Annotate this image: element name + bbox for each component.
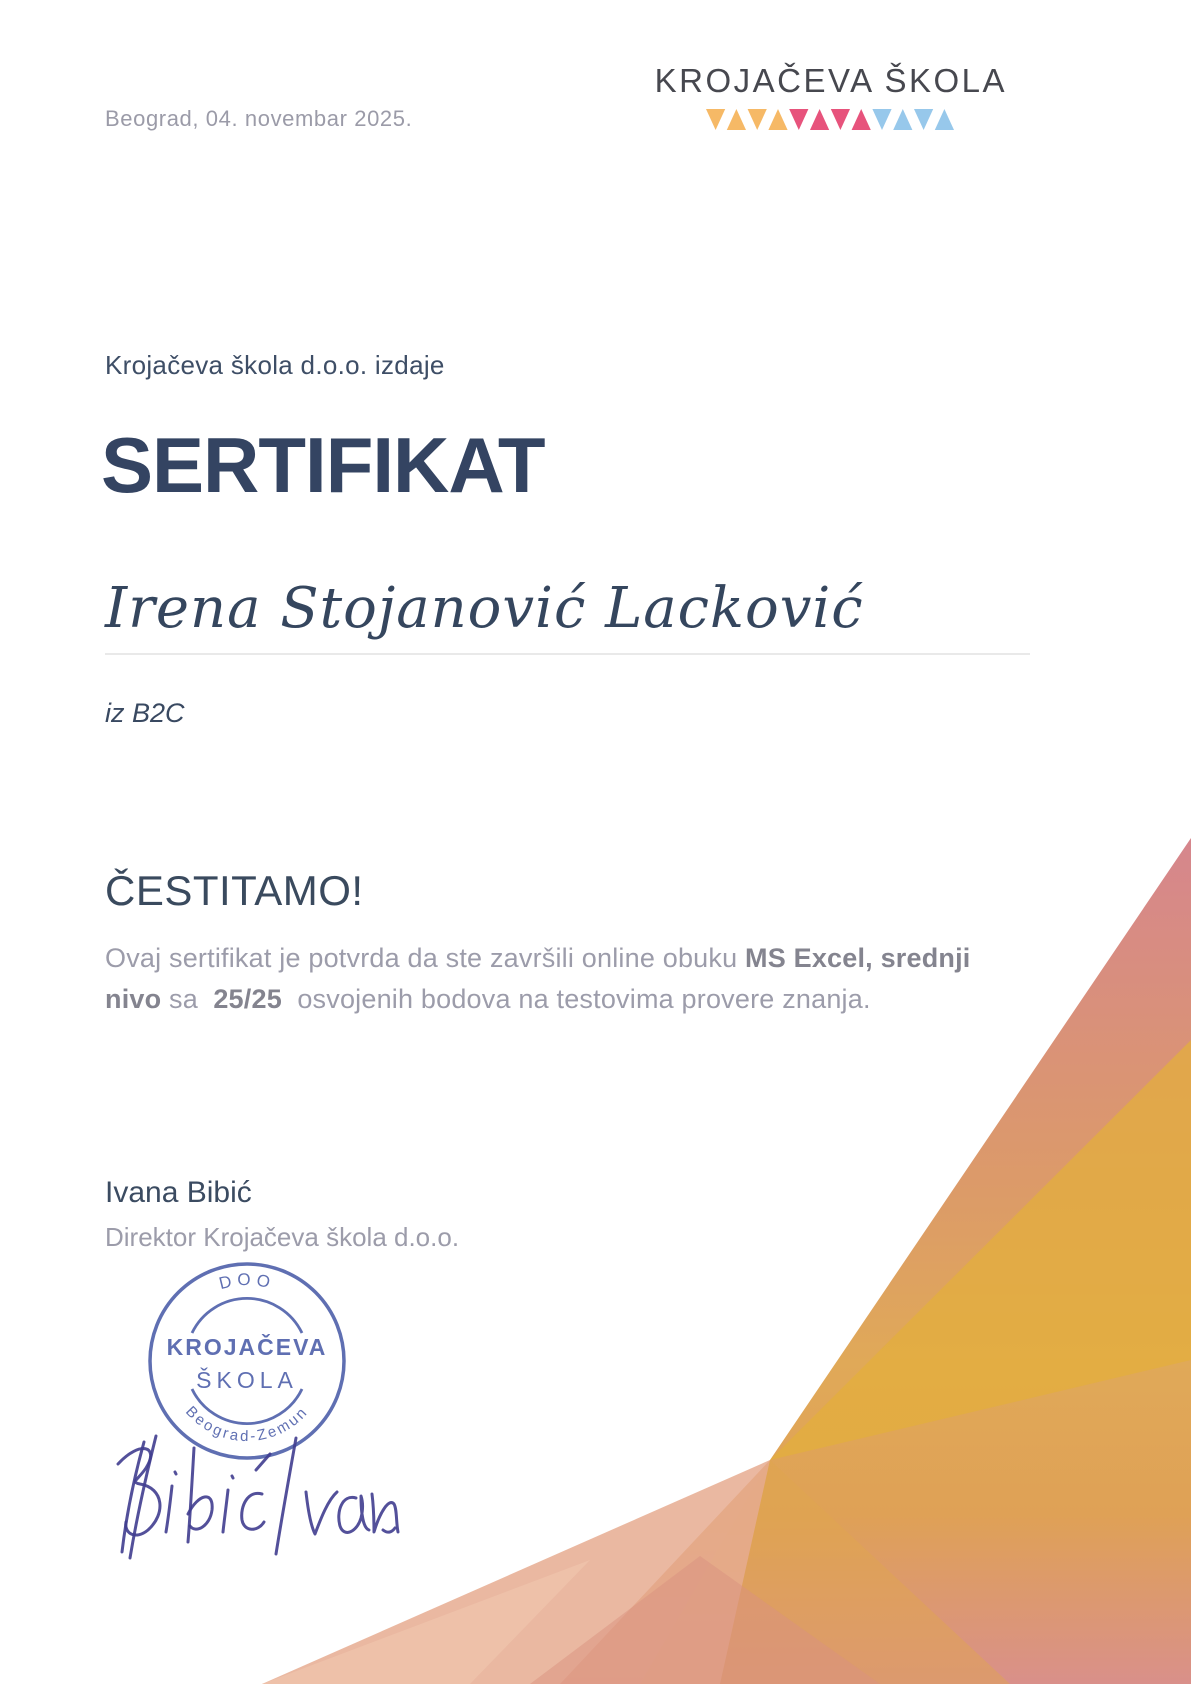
stamp-center-line2: ŠKOLA <box>196 1367 298 1393</box>
congrats-text <box>105 938 1005 1020</box>
logo-triangle <box>872 109 891 130</box>
logo-triangle <box>727 109 746 130</box>
handwritten-signature <box>100 1430 400 1575</box>
stamp-center-line1: KROJAČEVA <box>166 1334 328 1360</box>
recipient-origin: iz B2C <box>105 698 185 728</box>
stamp-inner-arc-top <box>192 1298 302 1333</box>
logo-triangle-pattern-icon <box>706 108 956 131</box>
signatory-name: Ivana Bibić <box>105 1176 252 1209</box>
congrats-text-segment: osvojenih bodova na testovima provere znanja. <box>281 984 871 1014</box>
logo-triangle <box>810 109 829 130</box>
logo-triangle <box>935 109 954 130</box>
logo-triangle <box>747 109 766 130</box>
recipient-name-underline <box>105 576 1030 655</box>
congrats-text-segment: Ovaj sertifikat je potvrda da ste završili online obuku <box>105 943 746 973</box>
logo-triangle <box>768 109 787 130</box>
date-line: Beograd, 04. novembar 2025. <box>105 106 413 131</box>
logo-triangle <box>789 109 808 130</box>
logo-triangle <box>914 109 933 130</box>
congrats-text-bold-segment: 25/25 <box>213 984 282 1014</box>
congrats-text-bold-segment: nivo <box>105 984 162 1014</box>
issuer-line: Krojačeva škola d.o.o. izdaje <box>105 350 445 380</box>
logo-triangle <box>893 109 912 130</box>
stamp-bottom-text: Beograd-Zemun <box>182 1402 312 1446</box>
school-logo <box>655 62 1007 131</box>
school-logo-wordmark: KROJAČEVA ŠKOLA <box>654 62 1007 99</box>
recipient-name: Irena Stojanović Lacković <box>105 576 864 641</box>
congrats-text-bold-segment: MS Excel, srednji <box>745 943 971 973</box>
congrats-text-segment: sa <box>161 984 214 1014</box>
signatory-block <box>105 1176 459 1253</box>
logo-triangle <box>706 109 725 130</box>
logo-triangle <box>851 109 870 130</box>
congrats-heading: ČESTITAMO! <box>105 867 364 914</box>
certificate-title: SERTIFIKAT <box>101 421 545 510</box>
stamp-top-text: DOO <box>217 1269 277 1294</box>
signatory-role: Direktor Krojačeva škola d.o.o. <box>105 1222 460 1252</box>
congrats-section <box>105 867 1005 1020</box>
logo-triangle <box>831 109 850 130</box>
